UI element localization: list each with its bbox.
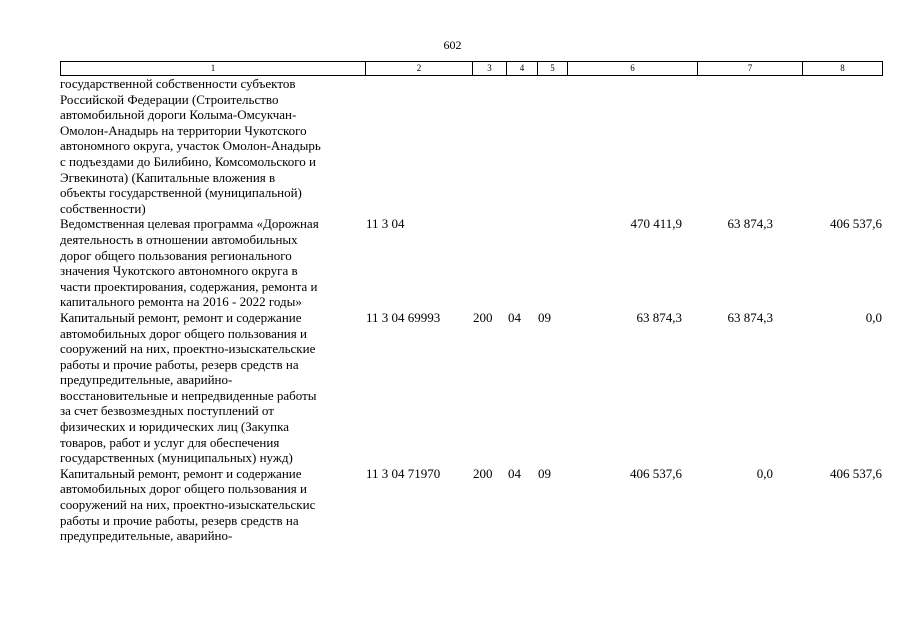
page-number: 602: [443, 38, 462, 52]
expense-type: 200: [473, 309, 493, 325]
header-col-3: 3: [473, 62, 507, 76]
header-col-5: 5: [538, 62, 568, 76]
amount-col-6: 63 874,3: [636, 309, 682, 325]
amount-col-8: 406 537,6: [830, 465, 882, 481]
amount-col-8: 0,0: [865, 309, 882, 325]
subsection-code: 09: [538, 309, 551, 325]
table-row: [60, 466, 895, 544]
header-col-1: 1: [61, 62, 366, 76]
subsection-code: 09: [538, 465, 551, 481]
header-col-4: 4: [507, 62, 538, 76]
section-code: 04: [508, 309, 521, 325]
amount-col-6: 406 537,6: [630, 465, 682, 481]
row-description: Ведомственная целевая программа «Дорожная деятельность в отношении автомобильных дорог общего пользования регионального значения Чукотского автономного округа в части проектирования, содержания, ремонта и капитального ремонта на 2016 - 2022 годы»: [60, 216, 319, 310]
table-row: [60, 310, 895, 466]
row-description: государственной собственности субъектов Российской Федерации (Строительство автомобильной дороги Колыма-Омсукчан- Омолон-Анадырь на территории Чукотского автономного округа, участок Омолон-Анадырь с подъездами до Билибино, Комсомольского и Эгвекинота) (Капитальные вложения в объекты государственной (муниципальной) собственности): [60, 76, 321, 216]
row-description: Капитальный ремонт, ремонт и содержание автомобильных дорог общего пользования и сооружений на них, проектно-изыскательские работы и прочие работы, резерв средств на предупредительные, аварийно- восстановительные и непредвиденные работы за счет безвозмездных поступлений от физических и юридических лиц (Закупка товаров, работ и услуг для обеспечения государственных (муниципальных) нужд): [60, 309, 317, 466]
amount-col-8: 406 537,6: [830, 216, 882, 232]
header-col-2: 2: [366, 62, 473, 76]
budget-table-body: [60, 76, 895, 544]
target-code: 11 3 04 69993: [366, 309, 441, 325]
row-description: Капитальный ремонт, ремонт и содержание автомобильных дорог общего пользования и сооружений на них, проектно-изыскательскис работы и прочие работы, резерв средств на предупредительные, аварийно-: [60, 465, 316, 544]
section-code: 04: [508, 465, 521, 481]
table-row: [60, 216, 895, 310]
header-col-6: 6: [568, 62, 698, 76]
amount-col-6: 470 411,9: [630, 216, 682, 232]
target-code: 11 3 04: [366, 216, 405, 232]
column-number-header: [60, 61, 883, 76]
target-code: 11 3 04 71970: [366, 465, 441, 481]
table-row: [60, 76, 895, 216]
amount-col-7: 63 874,3: [727, 309, 773, 325]
amount-col-7: 63 874,3: [727, 216, 773, 232]
header-col-8: 8: [803, 62, 883, 76]
amount-col-7: 0,0: [756, 465, 773, 481]
expense-type: 200: [473, 465, 493, 481]
header-col-7: 7: [698, 62, 803, 76]
